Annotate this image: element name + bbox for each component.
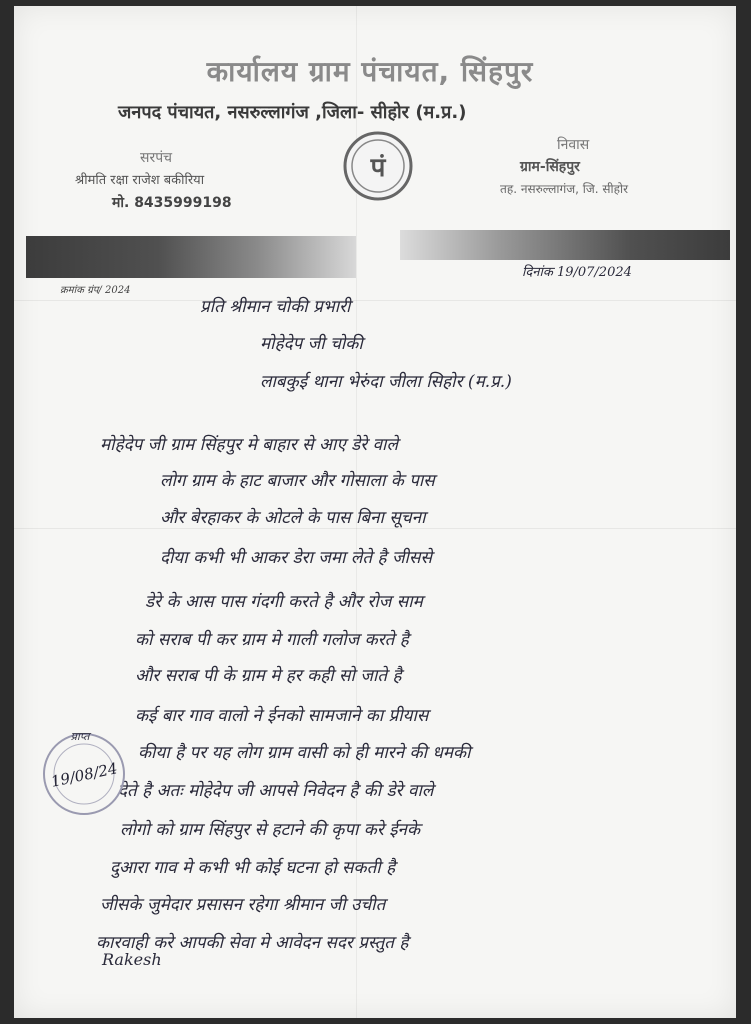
address-line: प्रति श्रीमान चोकी प्रभारी [200,297,351,317]
body-line: कई बार गाव वालो ने ईनको सामजाने का प्रीयास [135,706,429,726]
body-line: कीया है पर यह लोग ग्राम वासी को ही मारने की धमकी [138,743,471,763]
header-band-right [400,230,730,260]
address-line: लाबकुई थाना भेरुंदा जीला सिहोर (म.प्र.) [260,372,512,392]
body-line: दीया कभी भी आकर डेरा जमा लेते है जीससे [160,548,432,568]
header-band-left [26,236,356,278]
sub-title: जनपद पंचायत, नसरुल्लागंज ,जिला- सीहोर (म.प्र.) [118,102,467,123]
body-line: मोहेदेप जी ग्राम सिंहपुर मे बाहार से आए डेरे वाले [100,435,398,455]
residence-label: निवास [557,137,590,153]
address-line: मोहेदेप जी चोकी [260,334,363,354]
body-line: जीसके जुमेदार प्रसासन रहेगा श्रीमान जी उचीत [100,895,386,915]
mobile-number: मो. 8435999198 [112,195,232,211]
fold-line [14,528,736,529]
stamp-label: प्राप्त [70,730,90,743]
letter-date: दिनांक 19/07/2024 [522,265,632,280]
stamp-date: 19/08/24 [49,759,120,791]
residence-block: तह. नसरुल्लागंज, जि. सीहोर [500,182,628,196]
body-line: को सराब पी कर ग्राम मे गाली गलोज करते है [135,630,409,650]
panchayat-logo [342,130,414,202]
body-line: और सराब पी के ग्राम मे हर कही सो जाते है [135,666,402,686]
sarpanch-name: श्रीमति रक्षा राजेश बकीरिया [75,173,205,188]
fold-line [14,300,736,301]
body-line: देते है अतः मोहेदेप जी आपसे निवेदन है की डेरे वाले [118,781,434,801]
body-line: और बेरहाकर के ओटले के पास बिना सूचना [160,508,426,528]
body-line: डेरे के आस पास गंदगी करते है और रोज साम [145,592,423,612]
body-line: लोग ग्राम के हाट बाजार और गोसाला के पास [160,471,435,491]
residence-village: ग्राम-सिंहपुर [520,159,580,175]
received-stamp [28,718,146,818]
body-line: कारवाही करे आपकी सेवा मे आवेदन सदर प्रस्तुत है [96,933,409,953]
body-line: लोगो को ग्राम सिंहपुर से हटाने की कृपा करे ईनके [120,820,421,840]
logo-glyph: पं [370,153,386,183]
body-line: दुआरा गाव मे कभी भी कोई घटना हो सकती है [110,858,396,878]
sarpanch-label: सरपंच [140,150,173,166]
signature: Rakesh [102,950,162,969]
reference-number: क्रमांक ग्रंप/ 2024 [60,285,131,296]
office-title: कार्यालय ग्राम पंचायत, सिंहपुर [206,55,534,88]
